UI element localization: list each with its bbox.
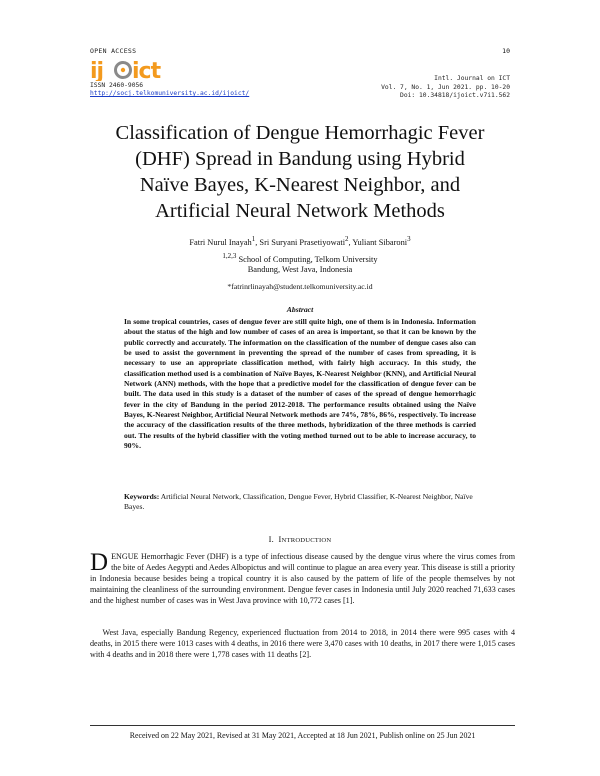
intro-paragraph-text: ENGUE Hemorrhagic Fever (DHF) is a type of infectious disease caused by the dengue virus where the virus comes from the bite of Aedes Aegypti and Aedes Albopictus and will continue to plague an area every year. This disease is still a priority in Indonesia because besides being a tropical country it is also caused by the pattern of life of the people themselves by not maintaining the cleanliness of the surrounding environment. Dengue fever cases in Indonesia until July 2020 reached 71,633 cases and the highest number of cases was in West Java province with 10,772 cases [1]. bbox=[90, 552, 515, 606]
journal-doi: Doi: 10.34818/ijoict.v7i1.562 bbox=[400, 92, 510, 100]
submission-dates-footer: Received on 22 May 2021, Revised at 31 May 2021, Accepted at 18 Jun 2021, Publish online on 25 Jun 2021 bbox=[129, 731, 476, 740]
journal-header-left bbox=[90, 47, 310, 97]
title-line: (DHF) Spread in Bandung using Hybrid bbox=[135, 148, 465, 170]
affiliation-location: Bandung, West Java, Indonesia bbox=[247, 265, 353, 275]
author-name: Yuliant Sibaroni bbox=[352, 237, 408, 247]
title-line: Artificial Neural Network Methods bbox=[155, 200, 445, 222]
author-list: Fatri Nurul Inayah$^1$, Sri Suryani Prasetiyowati$^2$, Yuliant Sibaroni$^3$ bbox=[189, 235, 411, 247]
author-sup: 2 bbox=[345, 235, 349, 243]
abstract-text: In some tropical countries, cases of dengue fever are still quite high, one of them is in Indonesia. Information about the status of the high and low number of cases of an area is important, so that it can be known by the public correctly and accurately. The information on the classification of the number of dengue cases also can be used to assist the government in preventing the spread of the number of cases from spreading, it is necessary to use an appropriate classification method, with fairly high accuracy. In this study, the classification method used is a combination of Naïve Bayes, K-Nearest Neighbor (KNN), and Artificial Neural Network (ANN) methods, with the hope that a predictive model for the classification of dengue fever can be built. The data used in this study is a dataset of the number of cases of the spread of dengue hemorrhagic fever in the city of Bandung in the period 2012-2018. The performance results obtained using the Naïve Bayes, K-Nearest Neighbor, Artificial Neural Network methods are 74%, 78%, 86%, respectively. To increase the accuracy of the classification results of the three methods, hybridization of the three methods is carried out. The results of the hybrid classifier with the voting method turned out to be able to increase accuracy, to 90%. bbox=[124, 317, 476, 451]
paper-title bbox=[90, 120, 510, 224]
intro-paragraph bbox=[90, 627, 515, 660]
author-name: Fatri Nurul Inayah bbox=[189, 237, 252, 247]
title-line: Classification of Dengue Hemorrhagic Fever bbox=[115, 122, 485, 144]
svg-text:ij: ij bbox=[90, 59, 104, 81]
corresponding-email: *fatrinrlinayah@student.telkomuniversity.ac.id bbox=[227, 282, 373, 291]
journal-header-right bbox=[381, 75, 510, 101]
affiliation-school: School of Computing, Telkom University bbox=[238, 254, 378, 264]
svg-text:ict: ict bbox=[132, 59, 161, 81]
open-access-label: OPEN ACCESS bbox=[90, 47, 137, 55]
abstract-heading: Abstract bbox=[286, 305, 314, 314]
intro-paragraph bbox=[90, 551, 515, 606]
section-title-rest: NTRODUCTION bbox=[281, 537, 332, 544]
ijoict-logo-icon bbox=[90, 59, 182, 81]
author-sup: 1 bbox=[251, 235, 256, 243]
page-number: 10 bbox=[502, 47, 510, 55]
journal-logo bbox=[90, 59, 310, 81]
title-line: Naïve Bayes, K-Nearest Neighbor, and bbox=[139, 174, 461, 196]
journal-volume: Vol. 7, No. 1, Jun 2021. pp. 10-20 bbox=[381, 83, 510, 91]
section-number: I. bbox=[268, 535, 274, 544]
author-name: Sri Suryani Prasetiyowati bbox=[259, 237, 346, 247]
issn: ISSN 2460-9056 bbox=[90, 82, 144, 89]
section-heading bbox=[90, 535, 510, 544]
intro-paragraph-text: West Java, especially Bandung Regency, experienced fluctuation from 2014 to 2018, in 2014 there were 995 cases with 4 deaths, in 2015 there were 1013 cases with 4 deaths, in 2016 there were 3,470 cases with 10 deaths, in 2017 there were 1,015 cases with 4 deaths and in 2018 there were 1,778 cases with 11 deaths [2]. bbox=[90, 628, 516, 660]
keywords-list: Artificial Neural Network, Classification, Dengue Fever, Hybrid Classifier, K-Nearest Neighbor, Naïve Bayes. bbox=[124, 492, 473, 512]
journal-url-link[interactable]: http://socj.telkomuniversity.ac.id/ijoict/ bbox=[90, 90, 250, 97]
keywords-label: Keywords: bbox=[124, 492, 160, 501]
affiliation bbox=[90, 251, 510, 276]
keywords bbox=[124, 492, 476, 513]
section-title-initial: I bbox=[278, 535, 282, 544]
footer-divider bbox=[90, 725, 515, 726]
drop-cap: D bbox=[90, 549, 109, 576]
affiliation-sup: 1,2,3 bbox=[222, 252, 237, 260]
author-sup: 3 bbox=[407, 235, 411, 243]
journal-name: Intl. Journal on ICT bbox=[434, 75, 510, 82]
